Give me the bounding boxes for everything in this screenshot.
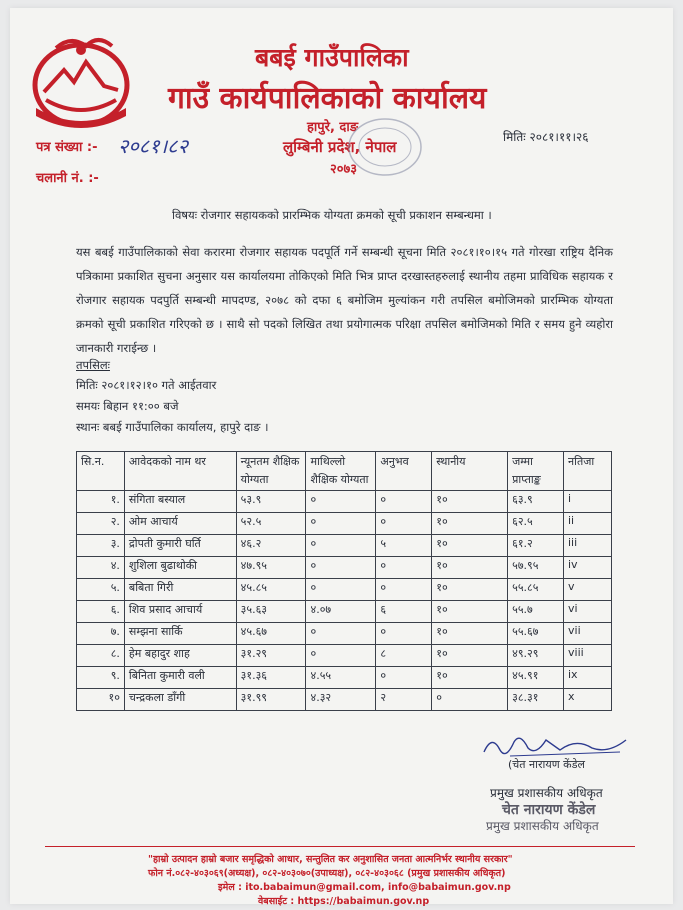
results-table (76, 451, 612, 711)
cell-result: i (564, 491, 612, 513)
table-row (77, 513, 612, 535)
cell-total: ५५.७ (508, 601, 564, 623)
cell-serial: ७. (77, 623, 125, 645)
letter-body: यस बबई गाउँपालिकाको सेवा करारमा रोजगार सहायक पदपूर्ति गर्ने सम्बन्धी सूचना मिति २०८१।१०।१५ गते गोरखा राष्ट्रिय दैनिक पत्रिकामा प्रकाशित सुचना अनुसार यस कार्यालयमा तोकिएको मिति भित्र प्राप्त दरखास्तहरुलाई स्थानीय तहमा प्राविधिक सहायक र रोजगार सहायक पदपुर्ति सम्बन्धी मापदण्ड, २०७८ को दफा ६ बमोजिम मुल्यांकन गरी तपसिल बमोजिमको प्रारम्भिक योग्यता क्रमको सूची प्रकाशित गरिएको छ । साथै सो पदको लिखित तथा प्रयोगात्मक परिक्षा तपसिल बमोजिमको मिति र समय हुने व्यहोरा जानकारी गराईन्छ । (76, 245, 613, 355)
cell-serial: ६. (77, 601, 125, 623)
cell-serial: २. (77, 513, 125, 535)
footer-divider (45, 846, 635, 847)
established-year: २०७३ (330, 162, 358, 177)
cell-result: iv (564, 557, 612, 579)
cell-serial: ४. (77, 557, 125, 579)
cell-total: ५७.९५ (508, 557, 564, 579)
letter-subject: विषयः रोजगार सहायकको प्रारम्भिक योग्यता क्रमको सूची प्रकाशन सम्बन्धमा । (172, 208, 492, 222)
cell-higher-qualification: ० (306, 557, 376, 579)
cell-serial: ८. (77, 645, 125, 667)
cell-serial: ९. (77, 667, 125, 689)
footer-website[interactable]: वेबसाईट : https://babaimun.gov.np (258, 896, 430, 907)
cell-experience: ० (376, 513, 432, 535)
cell-higher-qualification: ४.५५ (306, 667, 376, 689)
nepal-emblem-icon (26, 30, 136, 130)
cell-name: शिव प्रसाद आचार्य (124, 601, 236, 623)
col-header-result: नतिजा (564, 452, 612, 491)
office-name: गाउँ कार्यपालिकाको कार्यालय (168, 81, 487, 116)
office-stamp-icon (344, 112, 426, 182)
col-header-name: आवेदकको नाम थर (124, 452, 236, 491)
signatory-title-stamp: प्रमुख प्रशासकीय अधिकृत (486, 819, 599, 833)
table-row (77, 689, 612, 711)
cell-min-qualification: ३१.९९ (236, 689, 306, 711)
cell-experience: ० (376, 557, 432, 579)
cell-min-qualification: ४५.६७ (236, 623, 306, 645)
cell-serial: १० (77, 689, 125, 711)
cell-result: v (564, 579, 612, 601)
cell-total: ६२.५ (508, 513, 564, 535)
cell-name: शुशिला बुढाथोकी (124, 557, 236, 579)
cell-name: हेम बहादुर शाह (124, 645, 236, 667)
letter-date: मितिः २०८१।११।२६ (503, 130, 589, 144)
cell-min-qualification: ५३.९ (236, 491, 306, 513)
cell-local: १० (432, 645, 508, 667)
table-row (77, 535, 612, 557)
cell-name: संगिता बस्याल (124, 491, 236, 513)
footer-phone: फोन नं.०८२-४०३०६९(अध्यक्ष), ०८२-४०३०७०(उपाध्यक्ष), ०८२-४०३०६८ (प्रमुख प्रशासकीय अधिकृत) (148, 868, 506, 879)
cell-higher-qualification: ० (306, 513, 376, 535)
cell-experience: ० (376, 491, 432, 513)
col-header-higher-qualification: माथिल्लो शैक्षिक योग्यता (306, 452, 376, 491)
cell-min-qualification: ३५.६३ (236, 601, 306, 623)
col-header-serial: सि.न. (77, 452, 125, 491)
col-header-experience: अनुभव (376, 452, 432, 491)
cell-min-qualification: ५२.५ (236, 513, 306, 535)
cell-experience: ८ (376, 645, 432, 667)
cell-higher-qualification: ० (306, 491, 376, 513)
signature-icon (480, 730, 630, 760)
signatory-name-parenthetical: (चेत नारायण केंडेल (508, 758, 585, 771)
cell-higher-qualification: ० (306, 579, 376, 601)
schedule-title: तपसिलः (76, 358, 110, 372)
cell-local: १० (432, 667, 508, 689)
cell-total: ४५.९१ (508, 667, 564, 689)
table-header-row (77, 452, 612, 491)
letter-number-value: २०८१।८२ (118, 134, 188, 158)
schedule-date: मितिः २०८१।१२।१० गते आईतवार (76, 378, 217, 392)
cell-serial: ३. (77, 535, 125, 557)
footer-email[interactable]: इमेल : ito.babaimun@gmail.com, info@babaimun.gov.np (218, 882, 511, 893)
cell-local: १० (432, 557, 508, 579)
cell-experience: ० (376, 667, 432, 689)
table-row (77, 557, 612, 579)
table-row (77, 667, 612, 689)
footer-slogan: "हाम्रो उत्पादन हाम्रो बजार समृद्धिको आधार, सन्तुलित कर अनुशासित जनता आत्मनिर्भर स्थानीय सरकार" (148, 854, 513, 865)
cell-local: १० (432, 513, 508, 535)
cell-total: ६१.२ (508, 535, 564, 557)
cell-min-qualification: ४५.८५ (236, 579, 306, 601)
col-header-local: स्थानीय (432, 452, 508, 491)
cell-higher-qualification: ० (306, 535, 376, 557)
cell-higher-qualification: ० (306, 645, 376, 667)
table-row (77, 491, 612, 513)
cell-local: १० (432, 623, 508, 645)
province-name: लुम्बिनी प्रदेश, नेपाल (283, 138, 397, 156)
cell-name: ओम आचार्य (124, 513, 236, 535)
cell-min-qualification: ३१.३६ (236, 667, 306, 689)
table-row (77, 645, 612, 667)
cell-local: १० (432, 579, 508, 601)
cell-min-qualification: ४६.२ (236, 535, 306, 557)
signatory-title: प्रमुख प्रशासकीय अधिकृत (490, 786, 603, 800)
cell-name: द्रोपती कुमारी घर्ति (124, 535, 236, 557)
cell-higher-qualification: ० (306, 623, 376, 645)
municipality-name: बबई गाउँपालिका (255, 43, 409, 72)
cell-result: vi (564, 601, 612, 623)
dispatch-number-label: चलानी नं. :- (36, 171, 99, 186)
letter-number-label: पत्र संख्या :- (36, 140, 98, 155)
cell-local: १० (432, 491, 508, 513)
signatory-name: चेत नारायण केंडेल (502, 802, 596, 818)
cell-total: ५५.६७ (508, 623, 564, 645)
cell-local: १० (432, 535, 508, 557)
cell-serial: ५. (77, 579, 125, 601)
schedule-place: स्थानः बबई गाउँपालिका कार्यालय, हापुरे दाङ । (76, 420, 269, 434)
cell-result: ix (564, 667, 612, 689)
cell-result: vii (564, 623, 612, 645)
table-row (77, 623, 612, 645)
cell-experience: ५ (376, 535, 432, 557)
cell-higher-qualification: ४.३२ (306, 689, 376, 711)
cell-experience: ० (376, 579, 432, 601)
cell-name: बिनिता कुमारी वली (124, 667, 236, 689)
col-header-min-qualification: न्यूनतम शैक्षिक योग्यता (236, 452, 306, 491)
col-header-total: जम्मा प्राप्ताङ्क (508, 452, 564, 491)
cell-local: ० (432, 689, 508, 711)
cell-result: viii (564, 645, 612, 667)
cell-local: १० (432, 601, 508, 623)
table-row (77, 579, 612, 601)
cell-total: ६३.९ (508, 491, 564, 513)
cell-name: चन्द्रकला डाँगी (124, 689, 236, 711)
cell-total: ३८.३१ (508, 689, 564, 711)
cell-total: ५५.८५ (508, 579, 564, 601)
cell-min-qualification: ३१.२९ (236, 645, 306, 667)
cell-result: ii (564, 513, 612, 535)
cell-total: ४९.२९ (508, 645, 564, 667)
schedule-time: समयः बिहान ११:०० बजे (76, 399, 179, 413)
cell-experience: ० (376, 623, 432, 645)
cell-experience: २ (376, 689, 432, 711)
cell-experience: ६ (376, 601, 432, 623)
cell-result: x (564, 689, 612, 711)
cell-result: iii (564, 535, 612, 557)
cell-higher-qualification: ४.०७ (306, 601, 376, 623)
table-row (77, 601, 612, 623)
cell-serial: १. (77, 491, 125, 513)
cell-name: सम्झना सार्कि (124, 623, 236, 645)
cell-min-qualification: ४७.९५ (236, 557, 306, 579)
cell-name: बबिता गिरी (124, 579, 236, 601)
office-location: हापुरे, दाङ (307, 120, 358, 135)
